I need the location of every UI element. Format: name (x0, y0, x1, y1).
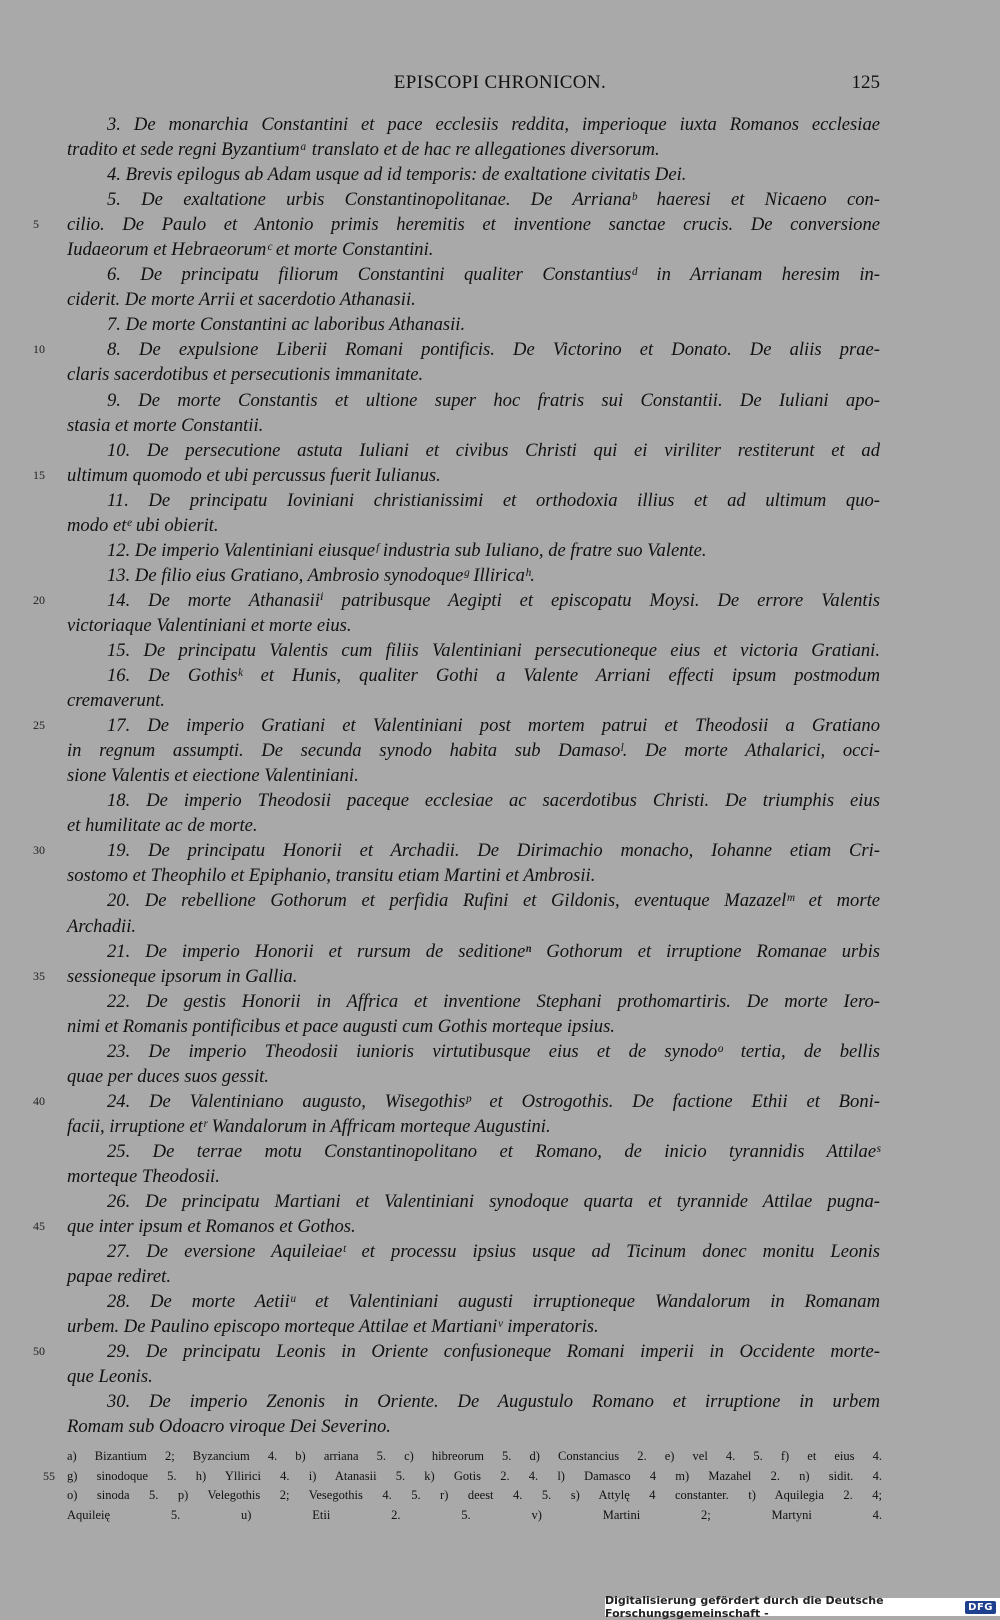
text-line (67, 137, 880, 162)
text-line (67, 237, 880, 262)
body-text (33, 112, 880, 1439)
line-text: 12. De imperio Valentiniani eiusqueᶠ industria sub Iuliano, de fratre suo Valente. (107, 539, 707, 561)
line-text: cilio. De Paulo et Antonio primis heremitis et inventione sanctae crucis. De conversione (67, 214, 880, 236)
text-line (67, 388, 880, 413)
running-head (0, 72, 1000, 96)
text-line (67, 1014, 880, 1039)
line-text: 13. De filio eius Gratiano, Ambrosio synodoqueᵍ Illiricaʰ. (107, 564, 535, 586)
line-number: 35 (33, 968, 45, 983)
text-line (67, 538, 880, 563)
line-number: 5 (33, 217, 39, 232)
text-line (33, 964, 880, 989)
footnote-text: a) Bizantium 2; Byzancium 4. b) arriana 5. c) hibreorum 5. d) Constancius 2. e) vel 4. 5. f) et eius 4. (67, 1449, 882, 1463)
line-text: 10. De persecutione astuta Iuliani et civibus Christi qui ei viriliter restiterunt et ad (107, 439, 880, 461)
line-number: 25 (33, 718, 45, 733)
line-text: modo etᵉ ubi obierit. (67, 514, 219, 536)
line-text: 5. De exaltatione urbis Constantinopolitanae. De Arrianaᵇ haeresi et Nicaeno con- (107, 189, 880, 211)
text-line (67, 1364, 880, 1389)
footnote-line (67, 1486, 882, 1506)
line-text: Romam sub Odoacro viroque Dei Severino. (67, 1416, 391, 1438)
text-line (67, 262, 880, 287)
line-text: Iudaeorum et Hebraeorumᶜ et morte Constantini. (67, 239, 434, 261)
footnote-text: o) sinoda 5. p) Velegothis 2; Vesegothis 4. 5. r) deest 4. 5. s) Attylę 4 constanter. t) Aquilegia 2. 4; (67, 1488, 882, 1503)
line-text: 26. De principatu Martiani et Valentiniani synodoque quarta et tyrannide Attilae pugna- (107, 1191, 880, 1213)
text-line (67, 1114, 880, 1139)
text-line (67, 563, 880, 588)
footnote-text: Aquileię 5. u) Etii 2. 5. v) Martini 2; Martyni 4. (67, 1507, 882, 1522)
text-line (67, 287, 880, 312)
digitization-credit (605, 1594, 1000, 1620)
line-text: cremaverunt. (67, 690, 165, 712)
line-text: tradito et sede regni Byzantiumᵃ translato et de hac re allegationes diversorum. (67, 139, 660, 161)
text-line (67, 914, 880, 939)
line-text: 27. De eversione Aquileiaeᵗ et processu ipsius usque ad Ticinum donec monitu Leonis (107, 1241, 880, 1263)
line-text: claris sacerdotibus et persecutionis immanitate. (67, 364, 424, 386)
line-text: ciderit. De morte Arrii et sacerdotio Athanasii. (67, 289, 416, 311)
line-text: stasia et morte Constantii. (67, 414, 264, 436)
text-line (67, 638, 880, 663)
credit-text: Digitalisierung gefördert durch die Deutsche Forschungsgemeinschaft - (605, 1594, 884, 1620)
footnote-text: g) sinodoque 5. h) Yllirici 4. i) Atanasii 5. k) Gotis 2. 4. l) Damasco 4 m) Mazahel 2. n) sidit. 4. (67, 1468, 882, 1483)
line-text: 16. De Gothisᵏ et Hunis, qualiter Gothi a Valente Arriani effecti ipsum postmodum (107, 665, 880, 687)
line-text: 15. De principatu Valentis cum filiis Valentiniani persecutioneque eius et victoria Gratiani. (107, 639, 880, 661)
text-line (33, 588, 880, 613)
text-line (67, 413, 880, 438)
line-text: 18. De imperio Theodosii paceque ecclesiae ac sacerdotibus Christi. De triumphis eius (107, 790, 880, 812)
line-number: 45 (33, 1219, 45, 1234)
text-line (67, 1164, 880, 1189)
text-line (67, 663, 880, 688)
line-number: 30 (33, 843, 45, 858)
text-line (67, 362, 880, 387)
footnote-line (43, 1467, 882, 1487)
text-line (67, 162, 880, 187)
line-text: 4. Brevis epilogus ab Adam usque ad id temporis: de exaltatione civitatis Dei. (107, 164, 687, 186)
text-line (67, 688, 880, 713)
line-text: ultimum quomodo et ubi percussus fuerit Iulianus. (67, 464, 441, 486)
text-line (67, 1289, 880, 1314)
text-line (67, 939, 880, 964)
text-line (33, 337, 880, 362)
line-text: 7. De morte Constantini ac laboribus Athanasii. (107, 314, 466, 336)
text-line (67, 312, 880, 337)
line-text: papae rediret. (67, 1266, 171, 1288)
text-line (67, 763, 880, 788)
line-text: Archadii. (67, 915, 137, 937)
line-text: urbem. De Paulino episcopo morteque Attilae et Martianiᵛ imperatoris. (67, 1316, 599, 1338)
text-line (33, 463, 880, 488)
line-text: in regnum assumpti. De secunda synodo habita sub Damasoˡ. De morte Athalarici, occi- (67, 740, 880, 762)
line-text: 20. De rebellione Gothorum et perfidia Rufini et Gildonis, eventuque Mazazelᵐ et morte (107, 890, 880, 912)
line-text: sostomo et Theophilo et Epiphanio, transitu etiam Martini et Ambrosii. (67, 865, 596, 887)
line-text: nimi et Romanis pontificibus et pace augusti cum Gothis morteque ipsius. (67, 1015, 615, 1037)
line-text: 8. De expulsione Liberii Romani pontificis. De Victorino et Donato. De aliis prae- (107, 339, 880, 361)
text-line (67, 613, 880, 638)
line-text: 29. De principatu Leonis in Oriente confusioneque Romani imperii in Occidente morte- (107, 1341, 880, 1363)
line-text: que Leonis. (67, 1366, 153, 1388)
text-line (67, 888, 880, 913)
page-number: 125 (851, 72, 880, 93)
line-number: 20 (33, 592, 45, 607)
footnotes (43, 1447, 882, 1525)
line-text: victoriaque Valentiniani et morte eius. (67, 614, 352, 636)
line-text: 22. De gestis Honorii in Affrica et inventione Stephani prothomartiris. De morte Iero- (107, 990, 880, 1012)
dfg-logo-icon: DFG (965, 1601, 996, 1614)
line-text: 24. De Valentiniano augusto, Wisegothisᵖ et Ostrogothis. De factione Ethii et Boni- (107, 1090, 880, 1112)
text-line (67, 1264, 880, 1289)
line-text: 21. De imperio Honorii et rursum de seditioneⁿ Gothorum et irruptione Romanae urbis (107, 940, 880, 962)
line-text: 9. De morte Constantis et ultione super hoc fratris sui Constantii. De Iuliani apo- (107, 389, 880, 411)
line-text: 17. De imperio Gratiani et Valentiniani post mortem patrui et Theodosii a Gratiano (107, 715, 880, 737)
line-text: 11. De principatu Ioviniani christianissimi et orthodoxia illius et ad ultimum quo- (107, 489, 880, 511)
text-line (67, 1039, 880, 1064)
text-line (33, 713, 880, 738)
running-title: EPISCOPI CHRONICON. (393, 72, 607, 93)
line-text: morteque Theodosii. (67, 1165, 220, 1187)
line-text: 30. De imperio Zenonis in Oriente. De Augustulo Romano et irruptione in urbem (107, 1391, 880, 1413)
line-text: 6. De principatu filiorum Constantini qualiter Constantiusᵈ in Arrianam heresim in- (107, 264, 880, 286)
line-text: sessioneque ipsorum in Gallia. (67, 965, 298, 987)
text-line (67, 1314, 880, 1339)
line-text: 14. De morte Athanasiiⁱ patribusque Aegipti et episcopatu Moysi. De errore Valentis (107, 589, 880, 611)
text-line (33, 212, 880, 237)
text-line (67, 738, 880, 763)
text-line (67, 989, 880, 1014)
line-text: et humilitate ac de morte. (67, 815, 258, 837)
text-line (67, 1139, 880, 1164)
text-line (67, 1239, 880, 1264)
line-text: sione Valentis et eiectione Valentiniani. (67, 765, 359, 787)
line-text: facii, irruptione etʳ Wandalorum in Affricam morteque Augustini. (67, 1115, 551, 1137)
text-line (67, 112, 880, 137)
text-line (33, 1089, 880, 1114)
line-number: 50 (33, 1344, 45, 1359)
text-line (67, 1189, 880, 1214)
text-line (67, 1414, 880, 1439)
line-number: 15 (33, 467, 45, 482)
text-line (33, 1214, 880, 1239)
text-line (67, 788, 880, 813)
text-line (33, 838, 880, 863)
text-line (67, 438, 880, 463)
text-line (67, 488, 880, 513)
text-line (67, 513, 880, 538)
line-text: 3. De monarchia Constantini et pace ecclesiis reddita, imperioque iuxta Romanos ecclesiae (107, 114, 880, 135)
text-line (67, 187, 880, 212)
line-text: 19. De principatu Honorii et Archadii. De Dirimachio monacho, Iohanne etiam Cri- (107, 840, 880, 862)
line-number: 10 (33, 342, 45, 357)
line-text: 28. De morte Aetiiᵘ et Valentiniani augusti irruptioneque Wandalorum in Romanam (107, 1291, 880, 1313)
line-text: 25. De terrae motu Constantinopolitano et Romano, de inicio tyrannidis Attilaeˢ (107, 1140, 880, 1162)
line-text: quae per duces suos gessit. (67, 1065, 269, 1087)
line-text: 23. De imperio Theodosii iunioris virtutibusque eius et de synodoᵒ tertia, de bellis (107, 1040, 880, 1062)
footnote-line (67, 1447, 882, 1467)
text-line (67, 813, 880, 838)
text-line (67, 863, 880, 888)
text-line (33, 1339, 880, 1364)
text-line (67, 1389, 880, 1414)
line-text: que inter ipsum et Romanos et Gothos. (67, 1216, 356, 1238)
text-line (67, 1064, 880, 1089)
line-number: 40 (33, 1093, 45, 1108)
footnote-line (67, 1506, 882, 1526)
line-number: 55 (43, 1468, 55, 1483)
